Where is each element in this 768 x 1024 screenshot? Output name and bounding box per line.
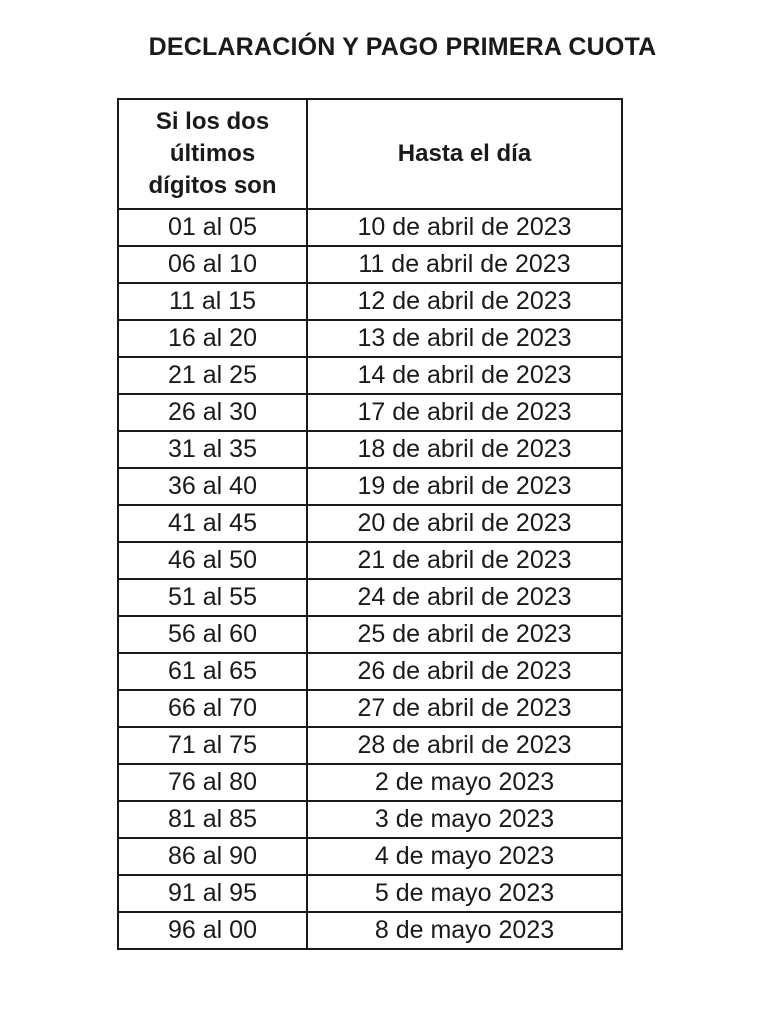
- table-row: [118, 542, 622, 579]
- digits-cell: 96 al 00: [118, 912, 307, 949]
- table-row: [118, 209, 622, 246]
- payment-schedule-table: [117, 98, 623, 950]
- table-row: [118, 357, 622, 394]
- table-row: [118, 394, 622, 431]
- deadline-cell: 18 de abril de 2023: [307, 431, 622, 468]
- document-title: DECLARACIÓN Y PAGO PRIMERA CUOTA: [148, 33, 657, 61]
- table-header-row: [118, 99, 622, 209]
- digits-cell: 16 al 20: [118, 320, 307, 357]
- table-row: [118, 801, 622, 838]
- digits-cell: 91 al 95: [118, 875, 307, 912]
- table-row: [118, 727, 622, 764]
- digits-cell: 71 al 75: [118, 727, 307, 764]
- deadline-cell: 19 de abril de 2023: [307, 468, 622, 505]
- table-row: [118, 764, 622, 801]
- table-row: [118, 431, 622, 468]
- deadline-cell: 17 de abril de 2023: [307, 394, 622, 431]
- digits-cell: 46 al 50: [118, 542, 307, 579]
- digits-cell: 06 al 10: [118, 246, 307, 283]
- deadline-cell: 14 de abril de 2023: [307, 357, 622, 394]
- digits-cell: 41 al 45: [118, 505, 307, 542]
- digits-cell: 81 al 85: [118, 801, 307, 838]
- deadline-cell: 8 de mayo 2023: [307, 912, 622, 949]
- digits-cell: 21 al 25: [118, 357, 307, 394]
- table-row: [118, 690, 622, 727]
- digits-cell: 51 al 55: [118, 579, 307, 616]
- table-row: [118, 616, 622, 653]
- header-digits-line: dígitos son: [148, 172, 277, 199]
- deadline-cell: 13 de abril de 2023: [307, 320, 622, 357]
- digits-cell: 86 al 90: [118, 838, 307, 875]
- deadline-cell: 28 de abril de 2023: [307, 727, 622, 764]
- deadline-cell: 24 de abril de 2023: [307, 579, 622, 616]
- digits-cell: 61 al 65: [118, 653, 307, 690]
- table-row: [118, 875, 622, 912]
- table-row: [118, 653, 622, 690]
- table-row: [118, 838, 622, 875]
- deadline-cell: 26 de abril de 2023: [307, 653, 622, 690]
- deadline-cell: 4 de mayo 2023: [307, 838, 622, 875]
- header-digits-line: últimos: [169, 140, 256, 167]
- digits-cell: 26 al 30: [118, 394, 307, 431]
- table-row: [118, 246, 622, 283]
- digits-cell: 56 al 60: [118, 616, 307, 653]
- table-row: [118, 912, 622, 949]
- deadline-cell: 25 de abril de 2023: [307, 616, 622, 653]
- table-row: [118, 505, 622, 542]
- header-digits-line: Si los dos: [155, 108, 270, 135]
- header-digits: [118, 99, 307, 209]
- deadline-cell: 10 de abril de 2023: [307, 209, 622, 246]
- digits-cell: 66 al 70: [118, 690, 307, 727]
- deadline-cell: 3 de mayo 2023: [307, 801, 622, 838]
- table-row: [118, 283, 622, 320]
- table-row: [118, 579, 622, 616]
- table-row: [118, 468, 622, 505]
- deadline-cell: 20 de abril de 2023: [307, 505, 622, 542]
- deadline-cell: 27 de abril de 2023: [307, 690, 622, 727]
- header-deadline: Hasta el día: [307, 99, 622, 209]
- deadline-cell: 12 de abril de 2023: [307, 283, 622, 320]
- digits-cell: 76 al 80: [118, 764, 307, 801]
- table-row: [118, 320, 622, 357]
- deadline-cell: 5 de mayo 2023: [307, 875, 622, 912]
- digits-cell: 01 al 05: [118, 209, 307, 246]
- table-body: [118, 209, 622, 949]
- deadline-cell: 21 de abril de 2023: [307, 542, 622, 579]
- digits-cell: 36 al 40: [118, 468, 307, 505]
- deadline-cell: 11 de abril de 2023: [307, 246, 622, 283]
- digits-cell: 31 al 35: [118, 431, 307, 468]
- digits-cell: 11 al 15: [118, 283, 307, 320]
- deadline-cell: 2 de mayo 2023: [307, 764, 622, 801]
